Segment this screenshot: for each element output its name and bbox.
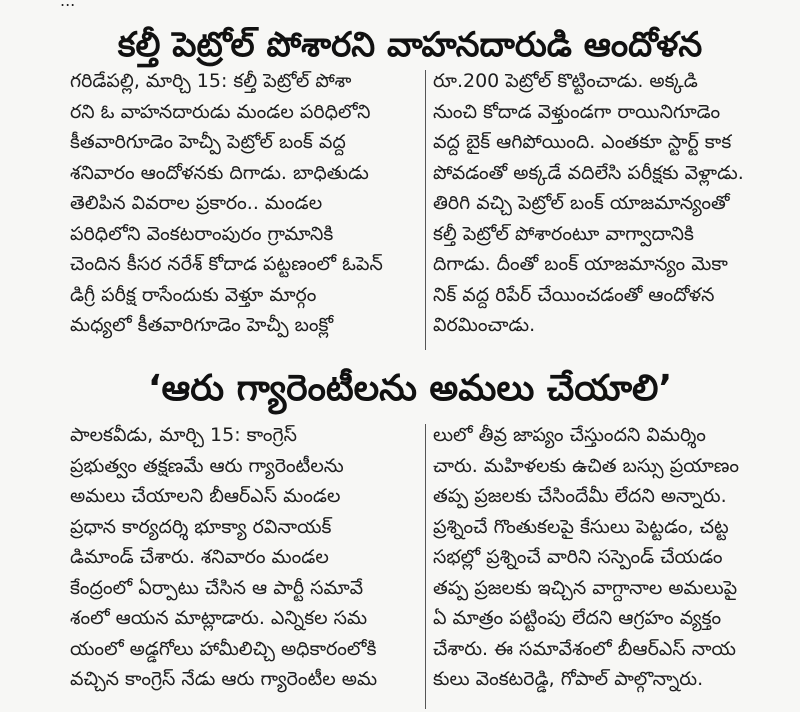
text-line: ప్రభుత్వం తక్షణమే ఆరు గ్యారెంటీలను [70, 454, 344, 477]
text-line: ప్రధాన కార్యదర్శి భూక్యా రవినాయక్ [70, 515, 332, 538]
article2-column-left [70, 420, 415, 712]
text-line: రూ.200 పెట్రోల్ కొట్టించాడు. అక్కడి [433, 70, 698, 92]
text-line: రని ఓ వాహనదారుడు మండల పరిధిలోని [70, 100, 371, 123]
text-line: తిరిగి వచ్చి పెట్రోల్ బంక్ యాజమాన్యంతో [433, 192, 730, 214]
article2-headline: ‘ఆరు గ్యారెంటీలను అమలు చేయాలి’ [147, 368, 673, 409]
text-line: లులో తీవ్ర జాప్యం చేస్తుందని విమర్శిం [433, 424, 706, 446]
text-line: చెందిన కీసర నరేశ్ కోదాడ పట్టణంలో ఓపెన్ [70, 253, 383, 275]
text-line: కేంద్రంలో ఏర్పాటు చేసిన ఆ పార్టీ సమావే [70, 576, 364, 599]
text-line: పోవడంతో అక్కడే వదిలేసి పరీక్షకు వెళ్లాడు. [433, 161, 744, 184]
text-line: ఏ మాత్రం పట్టింపు లేదని ఆగ్రహం వ్యక్తం [433, 607, 722, 629]
text-line: గరిడేపల్లి, మార్చి 15: కల్తీ పెట్రోల్ పోశా [70, 70, 352, 92]
text-line: శంలో ఆయన మాట్లాడారు. ఎన్నికల సమ [70, 607, 368, 629]
text-line: పరిధిలోని వెంకటరాంపురం గ్రామానికి [70, 222, 334, 245]
text-line: శనివారం ఆందోళనకు దిగాడు. బాధితుడు [70, 161, 369, 184]
text-line: చేశారు. ఈ సమావేశంలో బీఆర్ఎస్ నాయ [433, 637, 736, 660]
top-strip [60, 0, 760, 8]
text-line: కీతవారిగూడెం హెచ్పీ పెట్రోల్ బంక్ వద్ద [70, 131, 346, 153]
article2-column-right [433, 420, 778, 712]
text-line: చారు. మహిళలకు ఉచిత బస్సు ప్రయాణం [433, 454, 740, 477]
text-line: కులు వెంకటరెడ్డి, గోపాల్ పాల్గొన్నారు. [433, 668, 704, 690]
text-line: విరమించాడు. [433, 314, 536, 336]
text-line: పాలకవీడు, మార్చి 15: కాంగ్రెస్ [70, 424, 297, 446]
text-line: వద్ద బైక్ ఆగిపోయింది. ఎంతకూ స్టార్ట్ కాక [433, 131, 732, 153]
column-divider [425, 70, 426, 350]
text-line: మధ్యలో కీతవారిగూడెం హెచ్పీ బంక్లో [70, 314, 334, 336]
text-line: తెలిపిన వివరాల ప్రకారం.. మండల [70, 192, 323, 214]
text-line: డిమాండ్ చేశారు. శనివారం మండల [70, 546, 329, 568]
text-line: ప్రశ్నించే గొంతుకలపై కేసులు పెట్టడం, చట్ట [433, 515, 729, 538]
text-line: వచ్చిన కాంగ్రెస్ నేడు ఆరు గ్యారెంటీల అమ [70, 668, 378, 690]
text-line: తప్ప ప్రజలకు ఇచ్చిన వాగ్దానాల అమలుపై [433, 576, 738, 599]
article1-column-left [70, 66, 415, 356]
text-line: నుంచి కోదాడ వెళ్తుండగా రాయినిగూడెం [433, 100, 721, 123]
column-divider [425, 424, 426, 709]
text-line: నిక్ వద్ద రిపేర్ చేయించడంతో ఆందోళన [433, 283, 715, 306]
text-line: కల్తీ పెట్రోల్ పోశారంటూ వాగ్వాదానికి [433, 222, 694, 245]
text-line: తప్ప ప్రజలకు చేసిందేమీ లేదని అన్నారు. [433, 485, 727, 507]
text-line: డిగ్రీ పరీక్ష రాసేందుకు వెళ్తూ మార్గం [70, 283, 317, 306]
text-line: యంలో అడ్డగోలు హామీలిచ్చి అధికారంలోకి [70, 637, 377, 660]
article1-headline: కల్తీ పెట్రోల్ పోశారని వాహనదారుడి ఆందోళన [117, 25, 703, 65]
article1-column-right [433, 66, 778, 356]
text-line: సభల్లో ప్రశ్నించే వారిని సస్పెండ్ చేయడం [433, 546, 723, 568]
text-line: దిగాడు. దీంతో బంక్ యాజమాన్యం మెకా [433, 253, 728, 275]
text-line: అమలు చేయాలని బీఆర్ఎస్ మండల [70, 485, 341, 507]
